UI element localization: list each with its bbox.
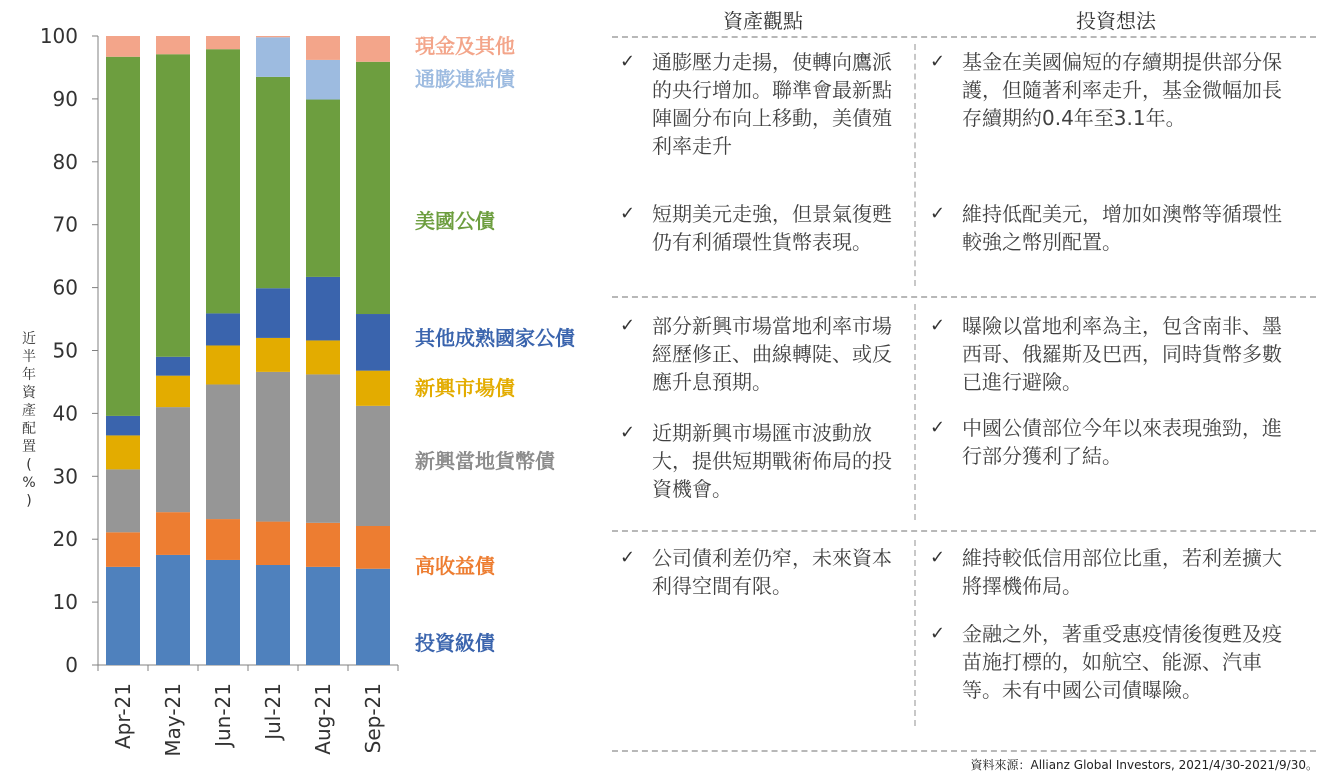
bar-segment	[156, 357, 190, 376]
view-item	[620, 48, 896, 160]
bar-segment	[306, 60, 340, 100]
bar-segment	[156, 555, 190, 665]
y-tick-label: 90	[52, 86, 78, 111]
bar-segment	[206, 36, 240, 49]
bar-segment	[156, 512, 190, 555]
column-divider	[914, 540, 916, 726]
divider-line	[612, 530, 1316, 532]
allocation-chart	[0, 0, 600, 782]
legend-investment-grade: 投資級債	[415, 631, 495, 655]
bar-segment	[106, 567, 140, 665]
y-tick-label: 50	[52, 338, 78, 363]
strategy-item	[930, 544, 1290, 600]
y-tick-label: 20	[52, 527, 78, 552]
strategy-item	[930, 414, 1290, 470]
check-icon: ✓	[930, 51, 946, 72]
view-item	[620, 312, 896, 396]
bar-segment	[156, 376, 190, 407]
bar-segment	[156, 54, 190, 357]
legend-us-treasury: 美國公債	[415, 209, 495, 233]
strategy-text: 中國公債部位今年以來表現強勁，進行部分獲利了結。	[962, 416, 1282, 468]
divider-line	[612, 750, 1316, 752]
check-icon: ✓	[930, 547, 946, 568]
x-tick-label: May-21	[161, 683, 185, 757]
bar-segment	[306, 567, 340, 665]
view-text: 近期新興市場匯市波動放大，提供短期戰術佈局的投資機會。	[652, 421, 892, 501]
view-text: 部分新興市場當地利率市場經歷修正、曲線轉陡、或反應升息預期。	[652, 314, 892, 394]
legend-cash: 現金及其他	[415, 34, 515, 58]
column-divider	[914, 44, 916, 286]
bar-segment	[106, 416, 140, 435]
header-asset-view: 資產觀點	[723, 9, 803, 33]
y-axis-label: 近半年資產配置(%)	[22, 331, 36, 509]
legend-em-debt: 新興市場債	[415, 376, 515, 400]
bar-segment	[356, 371, 390, 406]
divider-line	[612, 36, 1316, 38]
column-divider	[914, 304, 916, 520]
bar-segment	[256, 372, 290, 522]
y-tick-label: 30	[52, 464, 78, 489]
check-icon: ✓	[930, 623, 946, 644]
bar-segment	[106, 57, 140, 416]
strategy-text: 基金在美國偏短的存續期提供部分保護，但隨著利率走升，基金微幅加長存續期約0.4年至3.1年。	[962, 50, 1282, 130]
bar-segment	[356, 406, 390, 526]
bar-segment	[206, 560, 240, 665]
strategy-text: 維持較低信用部位比重，若利差擴大將擇機佈局。	[962, 546, 1282, 598]
view-text: 短期美元走強，但景氣復甦仍有利循環性貨幣表現。	[652, 202, 892, 254]
y-tick-label: 70	[52, 212, 78, 237]
view-item	[620, 419, 896, 503]
bar-segment	[206, 49, 240, 313]
x-tick-label: Aug-21	[311, 683, 335, 755]
bar-segment	[156, 36, 190, 54]
strategy-item	[930, 48, 1290, 132]
check-icon: ✓	[620, 422, 636, 443]
bar-segment	[106, 532, 140, 567]
x-tick-label: Apr-21	[111, 683, 135, 749]
strategy-item	[930, 200, 1290, 256]
strategy-text: 維持低配美元，增加如澳幣等循環性較強之幣別配置。	[962, 202, 1282, 254]
bar-segment	[206, 519, 240, 560]
x-tick-label: Jun-21	[211, 683, 235, 747]
strategy-item	[930, 312, 1290, 396]
bar-segment	[206, 384, 240, 519]
check-icon: ✓	[620, 547, 636, 568]
view-text: 通膨壓力走揚，使轉向鷹派的央行增加。聯準會最新點陣圖分布向上移動，美債殖利率走升	[652, 50, 892, 158]
check-icon: ✓	[620, 51, 636, 72]
check-icon: ✓	[930, 203, 946, 224]
x-tick-label: Sep-21	[361, 683, 385, 754]
bar-segment	[306, 340, 340, 374]
x-tick-label: Jul-21	[261, 683, 285, 740]
y-tick-label: 10	[52, 590, 78, 615]
bar-segment	[256, 522, 290, 565]
bar-segment	[206, 345, 240, 384]
y-tick-label: 0	[65, 653, 78, 677]
bar-segment	[306, 374, 340, 522]
bar-segment	[356, 569, 390, 665]
bar-segment	[256, 36, 290, 37]
bar-segment	[306, 36, 340, 60]
bar-segment	[356, 36, 390, 62]
strategy-item	[930, 620, 1290, 704]
bar-segment	[156, 407, 190, 512]
bar-segment	[106, 435, 140, 469]
bar-segment	[356, 526, 390, 569]
bar-segment	[306, 523, 340, 567]
check-icon: ✓	[620, 203, 636, 224]
bar-segment	[256, 338, 290, 372]
check-icon: ✓	[930, 315, 946, 336]
y-tick-label: 40	[52, 401, 78, 426]
bar-segment	[356, 62, 390, 314]
strategy-text: 曝險以當地利率為主，包含南非、墨西哥、俄羅斯及巴西，同時貨幣多數已進行避險。	[962, 314, 1282, 394]
bar-segment	[256, 37, 290, 77]
bar-segment	[306, 100, 340, 277]
bar-segment	[106, 36, 140, 57]
view-item	[620, 200, 896, 256]
bar-segment	[256, 77, 290, 288]
view-text: 公司債利差仍窄，未來資本利得空間有限。	[652, 546, 892, 598]
check-icon: ✓	[620, 315, 636, 336]
strategy-text: 金融之外，著重受惠疫情後復甦及疫苗施打標的，如航空、能源、汽車等。未有中國公司債曝險。	[962, 622, 1282, 702]
legend-high-yield: 高收益債	[415, 554, 495, 578]
y-tick-label: 80	[52, 149, 78, 174]
legend-inflation-linked: 通膨連結債	[415, 67, 515, 91]
view-item	[620, 544, 896, 600]
header-investment-strategy: 投資想法	[1076, 9, 1156, 33]
divider-line	[612, 296, 1316, 298]
bar-segment	[306, 277, 340, 341]
legend-dm-govt: 其他成熟國家公債	[415, 326, 575, 350]
y-tick-label: 100	[39, 24, 78, 48]
bar-segment	[356, 314, 390, 371]
source-note: 資料來源：Allianz Global Investors, 2021/4/30-2021/9/30。	[970, 758, 1318, 772]
bar-segment	[256, 288, 290, 338]
bar-segment	[256, 565, 290, 665]
y-tick-label: 60	[52, 275, 78, 300]
legend-em-local: 新興當地貨幣債	[415, 449, 555, 473]
bar-segment	[206, 313, 240, 345]
bar-segment	[106, 469, 140, 532]
check-icon: ✓	[930, 417, 946, 438]
